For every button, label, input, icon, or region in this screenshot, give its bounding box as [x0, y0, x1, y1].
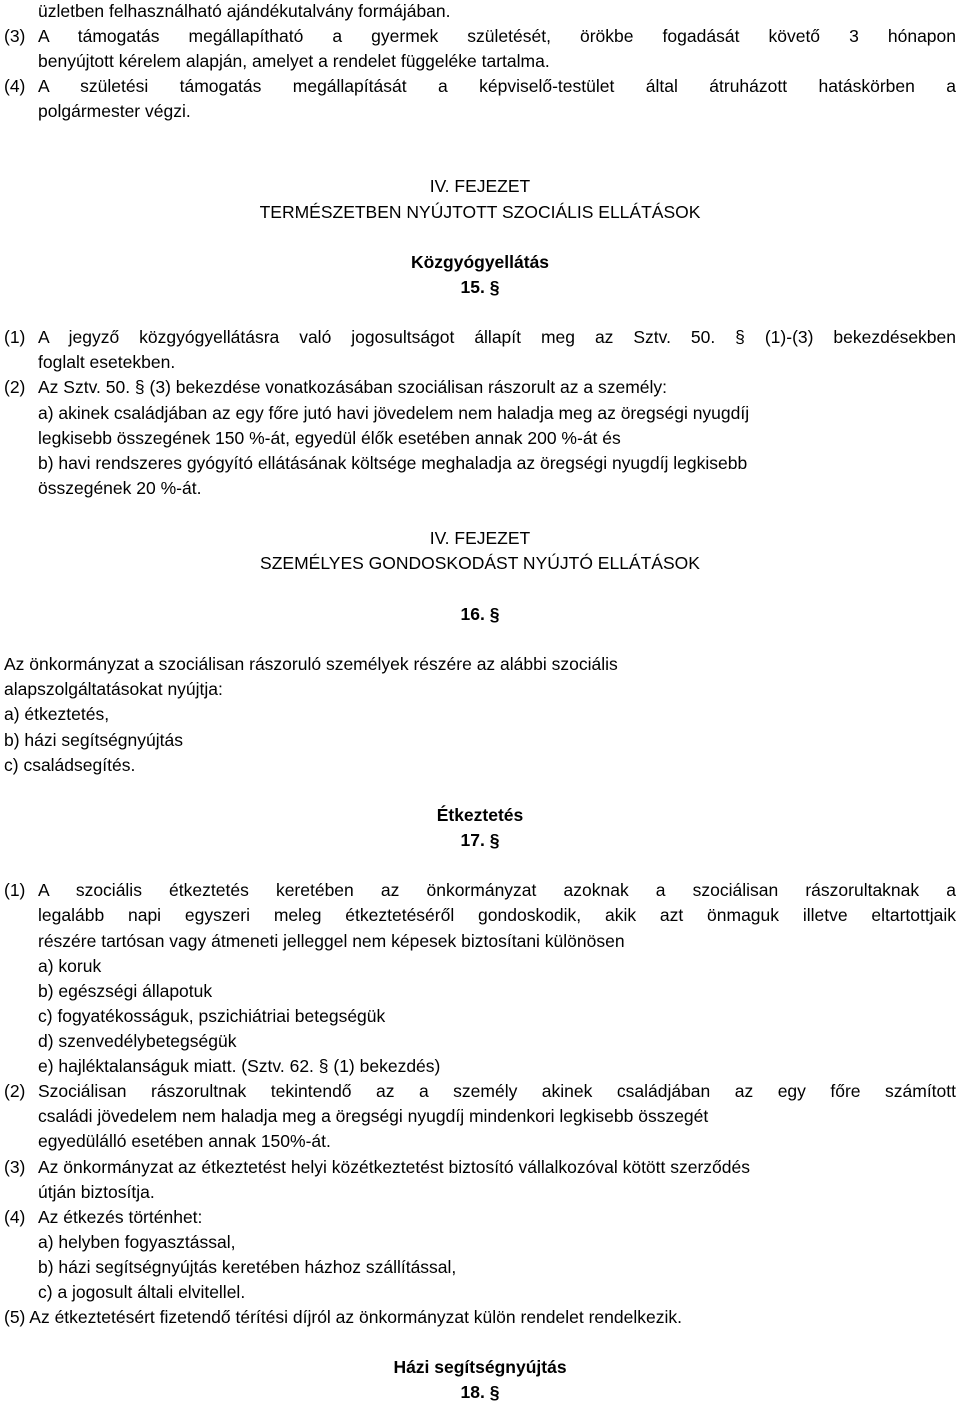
paragraph-text: foglalt esetekben.	[38, 352, 176, 372]
paragraph-text: családi jövedelem nem haladja meg a öregségi nyugdíj mindenkori legkisebb összegét	[38, 1106, 709, 1126]
list-item: e) hajléktalanságuk miatt. (Sztv. 62. § (1) bekezdés)	[38, 1056, 441, 1076]
paragraph-text: polgármester végzi.	[38, 101, 191, 121]
paragraph-text: benyújtott kérelem alapján, amelyet a rendelet függeléke tartalma.	[38, 51, 550, 71]
paragraph-text: Az étkezés történhet:	[38, 1207, 203, 1227]
paragraph-text: összegének 20 %-át.	[38, 478, 202, 498]
paragraph-text: legkisebb összegének 150 %-át, egyedül élők esetében annak 200 %-át és	[38, 428, 621, 448]
section-title: Közgyógyellátás	[410, 252, 550, 272]
paragraph-text: részére tartósan vagy átmeneti jelleggel nem képesek biztosítani különösen	[38, 931, 625, 951]
paragraph-text: alapszolgáltatásokat nyújtja:	[4, 679, 223, 699]
paragraph-text: Az önkormányzat az étkeztetést helyi közétkeztetést biztosító vállalkozóval kötött szerződés	[38, 1157, 751, 1177]
paragraph-text: Az önkormányzat a szociálisan rászoruló személyek részére az alábbi szociális	[4, 654, 618, 674]
list-item: a) helyben fogyasztással,	[38, 1232, 236, 1252]
list-item: a) koruk	[38, 956, 102, 976]
paragraph-text: b) havi rendszeres gyógyító ellátásának költsége meghaladja az öregségi nyugdíj legkisebb	[38, 453, 748, 473]
section-title: Étkeztetés	[436, 805, 524, 825]
list-item: c) a jogosult általi elvitellel.	[38, 1282, 246, 1302]
paragraph-text: egyedülálló esetében annak 150%-át.	[38, 1131, 331, 1151]
paragraph-number: (1)	[4, 327, 26, 347]
section-title: Házi segítségnyújtás	[393, 1357, 567, 1377]
list-item: d) szenvedélybetegségük	[38, 1031, 237, 1051]
paragraph-text: A szociális étkeztetés keretében az önkormányzat azoknak a szociálisan rászorultaknak a	[38, 880, 956, 900]
paragraph-text: Szociálisan rászorultnak tekintendő az a személy akinek családjában az egy főre számított	[38, 1081, 956, 1101]
chapter-number: IV. FEJEZET	[429, 528, 531, 548]
section-number: 15. §	[460, 277, 500, 297]
section-number: 16. §	[460, 604, 500, 624]
list-item: b) házi segítségnyújtás	[4, 730, 183, 750]
paragraph-number: (2)	[4, 1081, 26, 1101]
paragraph-number: (4)	[4, 1207, 26, 1227]
paragraph-text: A jegyző közgyógyellátásra való jogosultságot állapít meg az Sztv. 50. § (1)-(3) bekezdésekben	[38, 327, 956, 347]
paragraph-number: (3)	[4, 26, 26, 46]
chapter-title: SZEMÉLYES GONDOSKODÁST NYÚJTÓ ELLÁTÁSOK	[260, 553, 700, 573]
paragraph-text: (5) Az étkeztetésért fizetendő térítési díjról az önkormányzat külön rendelet rendelkezik.	[4, 1307, 682, 1327]
paragraph-number: (4)	[4, 76, 26, 96]
list-item: c) családsegítés.	[4, 755, 136, 775]
section-number: 18. §	[460, 1382, 500, 1402]
paragraph-text: A támogatás megállapítható a gyermek születését, örökbe fogadását követő 3 hónapon	[38, 26, 956, 46]
list-item: b) egészségi állapotuk	[38, 981, 213, 1001]
chapter-title: TERMÉSZETBEN NYÚJTOTT SZOCIÁLIS ELLÁTÁSOK	[259, 202, 701, 222]
intro-line: üzletben felhasználható ajándékutalvány formájában.	[38, 1, 451, 21]
paragraph-text: a) akinek családjában az egy főre jutó havi jövedelem nem haladja meg az öregségi nyugdíj	[38, 403, 750, 423]
list-item: c) fogyatékosságuk, pszichiátriai betegségük	[38, 1006, 386, 1026]
list-item: b) házi segítségnyújtás keretében házhoz szállítással,	[38, 1257, 457, 1277]
paragraph-text: legalább napi egyszeri meleg étkeztetéséről gondoskodik, akik azt önmaguk illetve eltartottjaik	[38, 905, 956, 925]
paragraph-number: (2)	[4, 377, 26, 397]
paragraph-text: útján biztosítja.	[38, 1182, 155, 1202]
paragraph-text: Az Sztv. 50. § (3) bekezdése vonatkozásában szociálisan rászorult az a személy:	[38, 377, 668, 397]
paragraph-text: A születési támogatás megállapítását a képviselő-testület által átruházott hatáskörben a	[38, 76, 956, 96]
list-item: a) étkeztetés,	[4, 704, 110, 724]
chapter-number: IV. FEJEZET	[429, 176, 531, 196]
paragraph-number: (3)	[4, 1157, 26, 1177]
section-number: 17. §	[460, 830, 500, 850]
paragraph-number: (1)	[4, 880, 26, 900]
